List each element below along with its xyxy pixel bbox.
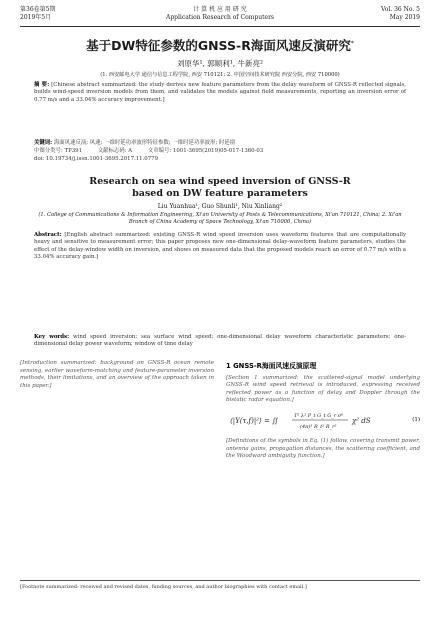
svg-text:T² λ² P_t G_t G_r σ⁰: T² λ² P_t G_t G_r σ⁰ (294, 412, 344, 419)
footnote-summary: [Footnote summarized: received and revised dates, funding sources, and author biographies with contact email.] (20, 584, 307, 590)
introduction-summary: [Introduction summarized: background on GNSS-R ocean remote sensing, earlier waveform-matching and feature-parameter inversion methods, their limitations, and an overview of the approach taken in this paper.] (20, 360, 214, 389)
keywords-en (34, 334, 406, 348)
date-zh: 2019年5月 (20, 14, 52, 21)
running-header (20, 6, 420, 32)
volume-en: Vol. 36 No. 5 (380, 6, 420, 13)
keywords-zh (34, 140, 406, 147)
title-en-line2: based on DW feature parameters (132, 188, 308, 199)
abstract-zh-summary: [Chinese abstract summarized: the study derives new feature parameters from the delay waveform of GNSS-R reflected signals, builds wind-speed inversion models from them, and validates the models against field measurements, reporting an inversion error of 0.77 m/s and a 33.04% accuracy improvement.] (34, 82, 407, 103)
header-center (20, 6, 420, 22)
section-heading: 1 GNSS-R海面风速反演原理 (226, 362, 317, 370)
title-footnote-mark: * (350, 39, 354, 47)
title-en-line1: Research on sea wind speed inversion of GNSS-R (89, 176, 351, 187)
body-column-right (226, 360, 420, 464)
volume-zh: 第36卷第5期 (20, 6, 56, 13)
footnote (20, 580, 420, 591)
doi-line[interactable]: doi: 10.19734/j.issn.1001-3695.2017.11.0779 (34, 156, 159, 162)
authors-en: Liu Yuanhua¹, Guo Shunli¹, Niu Xinliang² (157, 203, 283, 210)
svg-text:⟨|Y(τ,f)|²⟩ = ∬: ⟨|Y(τ,f)|²⟩ = ∬ (230, 416, 279, 425)
header-right (381, 6, 420, 22)
classification-line (34, 148, 406, 155)
authors-zh: 刘原华¹, 郭顺利¹, 牛新亮² (176, 59, 264, 68)
clc-number: 中图分类号: TP391 (34, 148, 82, 154)
journal-name-en: Application Research of Computers (165, 14, 275, 21)
keywords-zh-text: 海面风速反演; 风速; 一维时延功率波形特征参数; 一维时延功率波形; 时延窗 (53, 140, 236, 146)
equation-number: (1) (412, 416, 420, 423)
title-zh-text: 基于DW特征参数的GNSS-R海面风速反演研究 (86, 38, 351, 53)
article-number: 文章编号: 1001-3695(2019)05-017-1360-03 (147, 148, 264, 154)
affiliation-zh: (1. 西安邮电大学 通信与信息工程学院, 西安 710121; 2. 中国空间技术研究院 西安分院, 西安 710000) (100, 72, 340, 78)
keywords-en-label: Key words: (34, 334, 70, 340)
svg-text:χ² dS: χ² dS (352, 416, 371, 425)
keywords-en-text: wind speed inversion; sea surface wind speed; one-dimensional delay waveform characteristic parameters; one-dimensional delay power waveform; window of time delay (34, 334, 406, 348)
date-en: May 2019 (389, 14, 420, 21)
abstract-en-summary: [English abstract summarized: existing GNSS-R wind speed inversion uses waveform features that are computationally heavy and sensitive to measurement error; this paper proposes new one-dimensional delay-waveform feature parameters, studies the effect of the delay-window width on inversion, and shows on measured data that the proposed models reach an error of 0.77 m/s with a 33.04% accuracy gain.] (34, 232, 406, 261)
affiliation-en: (1. College of Communications & Information Engineering, Xi'an University of Posts & Telecommunications, Xi'an 710121, China; 2. Xi'an Branch of China Academy of Space Technology, Xi'an 710000, China) (38, 212, 402, 225)
abstract-zh-label: 摘 要: (34, 82, 50, 88)
equation-graphic (230, 408, 416, 434)
header-rule (20, 26, 420, 27)
abstract-zh (34, 82, 406, 138)
title-zh (20, 36, 420, 54)
svg-text:(4π)³ R_t² R_r²: (4π)³ R_t² R_r² (300, 423, 337, 430)
doc-code: 文献标志码: A (97, 148, 133, 154)
journal-name-zh: 计 算 机 应 用 研 究 (193, 6, 247, 13)
body-column-left (20, 360, 214, 393)
title-en (20, 176, 420, 200)
section-summary: [Section 1 summarized: the scattered-signal model underlying GNSS-R wind speed retrieval is introduced, expressing received reflected power as a function of delay and Doppler through the bistatic radar equation.] (226, 374, 420, 404)
equation-1 (230, 408, 420, 434)
abstract-en-label: Abstract: (34, 232, 62, 238)
keywords-zh-label: 关键词: (34, 140, 53, 146)
abstract-en (34, 232, 406, 322)
symbol-definitions-summary: [Definitions of the symbols in Eq. (1) follow, covering transmit power, antenna gains, propagation distances, the scattering coefficient, and the Woodward ambiguity function.] (226, 437, 420, 460)
